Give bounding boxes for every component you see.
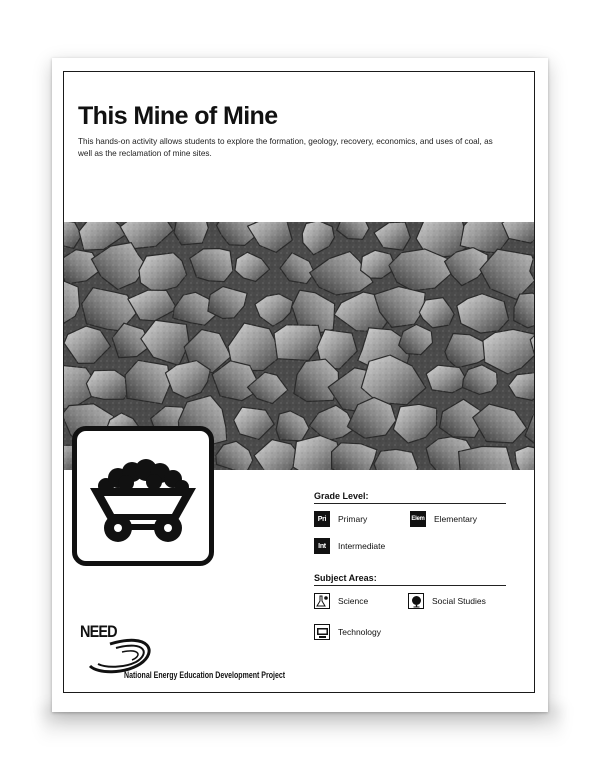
- need-logo: [80, 618, 290, 688]
- subject-technology-label: Technology: [338, 627, 382, 637]
- need-logo-wordmark: NEED: [80, 622, 117, 641]
- grade-elementary: [410, 511, 477, 527]
- grade-level-rule: [314, 503, 506, 504]
- subject-science: [314, 593, 368, 609]
- subject-social-studies-label: Social Studies: [432, 596, 486, 606]
- grade-intermediate: [314, 538, 385, 554]
- grade-elementary-label: Elementary: [434, 514, 477, 524]
- science-icon: [314, 593, 330, 609]
- grade-primary: [314, 511, 367, 527]
- computer-icon: [314, 624, 330, 640]
- grade-level-heading: Grade Level:: [314, 491, 369, 501]
- globe-icon: [408, 593, 424, 609]
- grade-primary-label: Primary: [338, 514, 368, 524]
- intro-text: This hands-on activity allows students to explore the formation, geology, recovery, economics, and uses of coal, as well as the reclamation of mine sites.: [78, 137, 493, 158]
- document-title: This Mine of Mine: [78, 102, 278, 130]
- subject-social-studies: [408, 593, 486, 609]
- need-logo-tagline: National Energy Education Development Project: [124, 670, 286, 680]
- subject-areas-heading: Subject Areas:: [314, 573, 377, 583]
- elementary-badge-icon: Elem: [410, 511, 426, 527]
- primary-badge-icon: Pri: [314, 511, 330, 527]
- subject-science-label: Science: [338, 596, 369, 606]
- grade-intermediate-label: Intermediate: [338, 541, 386, 551]
- subject-areas-rule: [314, 585, 506, 586]
- intermediate-badge-icon: Int: [314, 538, 330, 554]
- mine-cart-icon: [72, 426, 214, 566]
- subject-technology: [314, 624, 381, 640]
